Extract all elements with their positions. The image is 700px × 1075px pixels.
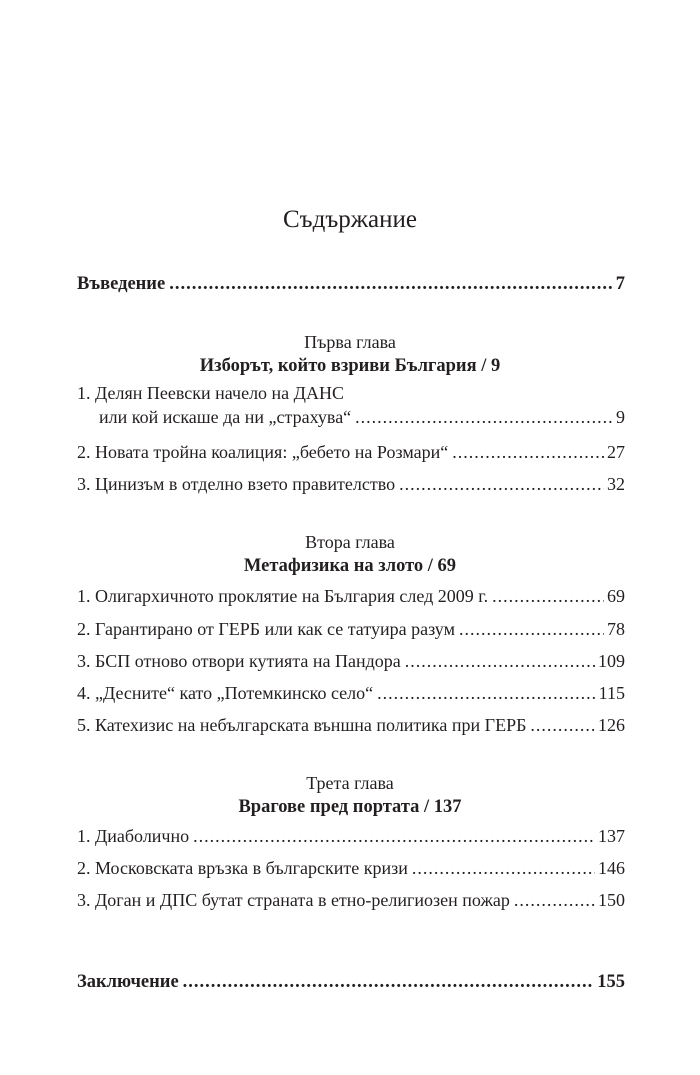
toc-entry-label: 5. Катехизис на небългарската външна политика при ГЕРБ bbox=[77, 715, 527, 735]
toc-entry-introduction[interactable] bbox=[77, 272, 625, 296]
toc-entry-page: 137 bbox=[598, 826, 625, 846]
dot-leader bbox=[514, 888, 595, 912]
toc-entry-page: 126 bbox=[598, 715, 625, 735]
chapter-1-title[interactable]: Изборът, който взриви България / 9 bbox=[199, 356, 501, 376]
toc-entry-label: Въведение bbox=[77, 274, 166, 294]
toc-entry-label: Заключение bbox=[77, 972, 179, 992]
toc-entry-label: 3. БСП отново отвори кутията на Пандора bbox=[77, 651, 401, 671]
dot-leader bbox=[399, 472, 604, 496]
chapter-2-number: Втора глава bbox=[305, 532, 395, 552]
toc-entry-label: 3. Доган и ДПС бутат страната в етно-религиозен пожар bbox=[77, 890, 510, 910]
toc-entry-page: 115 bbox=[598, 683, 625, 703]
toc-entry-3-1[interactable] bbox=[77, 824, 625, 848]
toc-entry-label: 2. Новата тройна коалиция: „бебето на Розмари“ bbox=[77, 442, 449, 462]
toc-entry-page: 69 bbox=[607, 586, 625, 606]
toc-entry-2-5[interactable] bbox=[77, 713, 625, 737]
toc-entry-1-3[interactable] bbox=[77, 472, 625, 496]
chapter-3-title[interactable]: Врагове пред портата / 137 bbox=[238, 797, 462, 817]
toc-entry-conclusion[interactable] bbox=[77, 970, 625, 994]
page-title: Съдържание bbox=[283, 206, 417, 233]
dot-leader bbox=[492, 584, 604, 608]
chapter-3-number: Трета глава bbox=[306, 773, 394, 793]
dot-leader bbox=[169, 272, 613, 296]
chapter-2-title[interactable]: Метафизика на злото / 69 bbox=[243, 556, 457, 576]
toc-entry-1-1[interactable] bbox=[77, 381, 625, 405]
toc-entry-label: 2. Гарантирано от ГЕРБ или как се татуира разум bbox=[77, 619, 455, 639]
dot-leader bbox=[183, 970, 595, 994]
toc-entry-page: 27 bbox=[607, 442, 625, 462]
dot-leader bbox=[459, 617, 604, 641]
dot-leader bbox=[452, 440, 604, 464]
dot-leader bbox=[412, 856, 595, 880]
dot-leader bbox=[355, 405, 613, 429]
toc-entry-3-2[interactable] bbox=[77, 856, 625, 880]
toc-entry-label: 1. Диаболично bbox=[77, 826, 190, 846]
toc-entry-1-2[interactable] bbox=[77, 440, 625, 464]
toc-entry-label: 2. Московската връзка в българските кризи bbox=[77, 858, 408, 878]
toc-entry-page: 32 bbox=[607, 474, 625, 494]
toc-entry-page: 150 bbox=[598, 890, 625, 910]
toc-entry-2-2[interactable] bbox=[77, 617, 625, 641]
toc-entry-page: 9 bbox=[616, 407, 625, 427]
chapter-1-number: Първа глава bbox=[304, 332, 396, 352]
toc-entry-1-1-continued[interactable] bbox=[99, 405, 625, 429]
toc-entry-page: 78 bbox=[607, 619, 625, 639]
toc-entry-page: 155 bbox=[597, 972, 625, 992]
toc-entry-3-3[interactable] bbox=[77, 888, 625, 912]
toc-entry-label: 3. Цинизъм в отделно взето правителство bbox=[77, 474, 396, 494]
toc-entry-label: 1. Делян Пеевски начело на ДАНС bbox=[77, 383, 344, 403]
dot-leader bbox=[405, 649, 595, 673]
toc-entry-page: 109 bbox=[598, 651, 625, 671]
toc-entry-2-4[interactable] bbox=[77, 681, 625, 705]
dot-leader bbox=[193, 824, 595, 848]
toc-entry-label: 1. Олигархичното проклятие на България след 2009 г. bbox=[77, 586, 489, 606]
dot-leader bbox=[530, 713, 595, 737]
toc-entry-label: 4. „Десните“ като „Потемкинско село“ bbox=[77, 683, 374, 703]
toc-entry-2-3[interactable] bbox=[77, 649, 625, 673]
toc-entry-2-1[interactable] bbox=[77, 584, 625, 608]
toc-entry-page: 146 bbox=[598, 858, 625, 878]
dot-leader bbox=[377, 681, 596, 705]
toc-entry-page: 7 bbox=[615, 274, 625, 294]
toc-entry-label: или кой искаше да ни „страхува“ bbox=[99, 407, 352, 427]
